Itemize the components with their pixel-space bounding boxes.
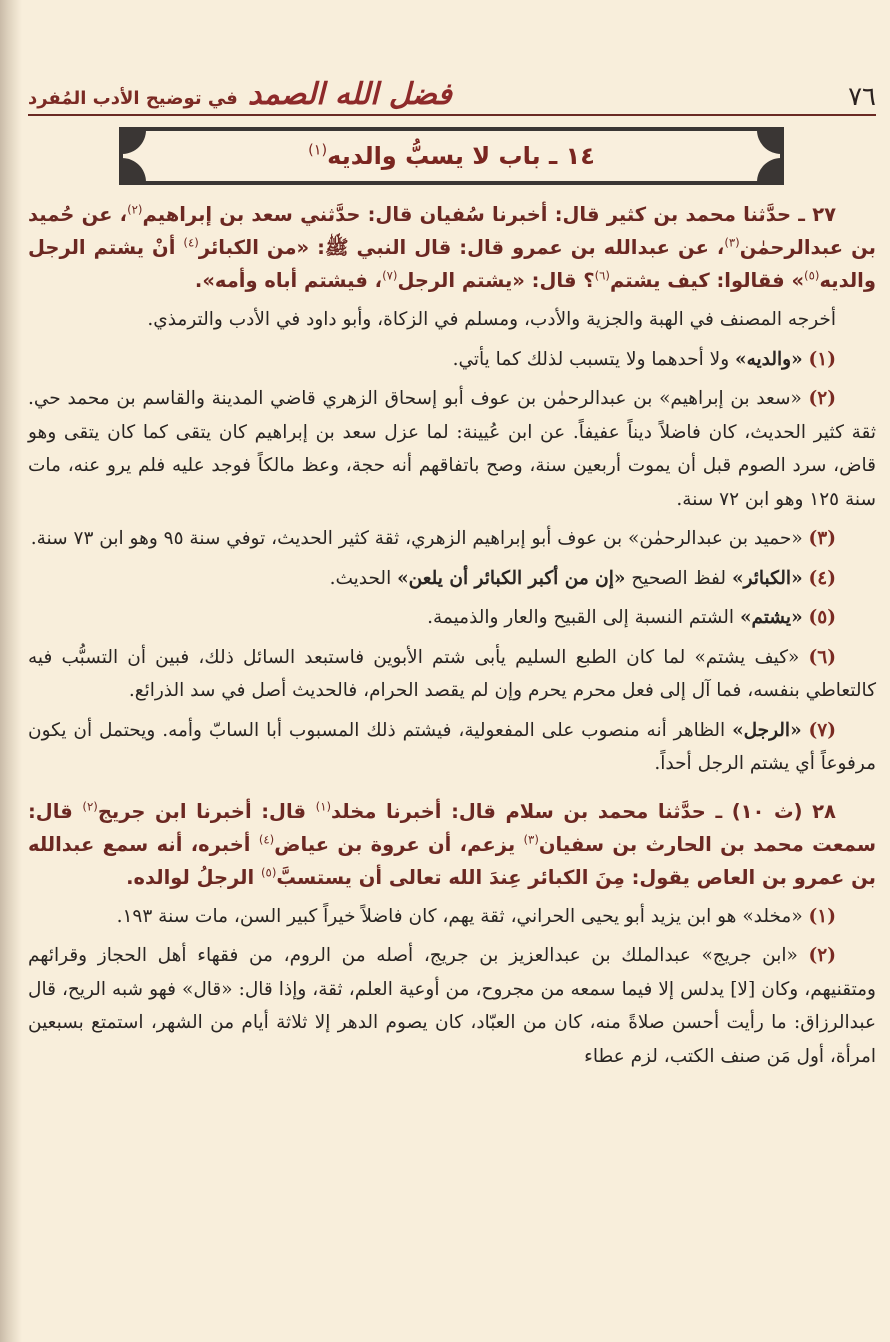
footnote-text: الحديث. [329,567,398,589]
corner-ornament [757,130,781,154]
footnote-ref: (٢) [127,202,143,217]
footnote-text: الشتم النسبة إلى القبيح والعار والذميمة. [427,607,740,628]
footnote-ref: (١) [308,142,328,159]
footnote-head: «سعد بن إبراهيم» [659,388,802,409]
footnote-text: لما كان الطبع السليم يأبى شتم الأبوين فاستبعد السائل ذلك، فبين أن التسبُّب فيه كالتعاطي بنفسه، فما آل إلى فعل محرم يحرم وإن لم يقصد الحرام، فالحديث أصل في سد الذرائع. [28,646,876,701]
footnote-head: «مخلد» [742,905,803,927]
footnote-number: (٥) [808,607,836,628]
footnote-head: «يشتم» [739,607,803,628]
hadith-text: أخبره، أنه سمع عبدالله بن عمرو بن العاص يقول: مِنَ الكبائر عِندَ الله تعالى أن يستسبَّ [28,832,876,889]
corner-ornament [122,158,146,182]
book-title [28,78,452,112]
footnote-ref: (٢) [82,798,98,813]
footnote-number: (٤) [808,567,836,589]
hadith-text: أنْ يشتم الرجل والديه [28,236,876,292]
footnote-ref: (٤) [183,235,199,250]
hadith-text: الرجلُ لوالده. [126,865,261,889]
footnote-quote: «إن من أكبر الكبائر أن يلعن» [397,567,626,589]
footnote-28-2 [28,939,876,1073]
hadith-text: ، عن عبدالله بن عمرو قال: قال النبي ﷺ: «من الكبائر [198,236,725,259]
footnote-head: «كيف يشتم» [694,646,800,668]
footnote-head: «الكبائر» [731,567,803,589]
running-header [28,72,876,112]
footnote-27-5 [28,601,876,635]
hadith-text: ٢٧ ـ حدَّثنا محمد بن كثير قال: أخبرنا سُفيان قال: حدَّثني سعد بن إبراهيم [142,203,836,226]
footnote-number: (٧) [808,719,836,741]
footnote-head: «والديه» [735,348,803,370]
footnote-text: بن عوف أبو إبراهيم الزهري، ثقة كثير الحديث، توفي سنة ٩٥ وهو ابن ٧٣ سنة. [30,528,629,549]
book-logo: فضل الله الصمد [247,77,452,112]
footnote-ref: (٦) [594,268,610,283]
footnote-27-3 [28,522,876,556]
hadith-27 [28,198,876,297]
hadith-text: قال: سمعت محمد بن الحارث بن سفيان [28,799,876,856]
footnote-ref: (٥) [804,268,820,283]
footnote-text: عبدالملك بن عبدالعزيز بن جريج، أصله من الروم، من فقهاء أهل الحجاز وقرائهم ومتقنيهم، وكان [لا] يدلس إلا فيما سمعه من مجروح، من أوعية العلم، ثقة، وإذا قال: «قال» فهو شبه الريح، قال عبدالرزاق: ما رأيت أحسن صلاةً منه، كان من العبّاد، كان يصوم الدهر إلا ثلاثة أيام من الشهر، استمتع بسبعين امرأة، أول مَن صنف الكتب، لزم عطاء [28,945,876,1067]
corner-ornament [757,158,781,182]
footnote-text: الظاهر أنه منصوب على المفعولية، فيشتم ذلك المسبوب أبا السابّ وأمه. ويحتمل أن يكون مرفوعاً أي يشتم الرجل أحداً. [28,719,876,774]
hadith-text: » فقالوا: كيف يشتم [609,269,805,292]
chapter-title-text: ١٤ ـ باب لا يسبُّ والديه [327,142,595,170]
footnote-27-2 [28,382,876,516]
corner-ornament [122,130,146,154]
hadith-text: قال: أخبرنا ابن جريج [97,799,316,823]
footnote-ref: (٤) [258,831,275,846]
chapter-title-box [119,127,784,185]
hadith-text: ، عن حُميد بن عبدالرحمٰن [28,203,876,259]
footnote-27-4 [28,562,876,596]
page-content [28,198,876,1073]
hadith-text: ٢٨ (ث ١٠) ـ حدَّثنا محمد بن سلام قال: أخبرنا مخلد [331,799,836,823]
footnote-number: (٢) [808,388,836,409]
chapter-title [308,142,595,170]
footnote-text: لفظ الصحيح [625,567,732,589]
footnote-text: بن عبدالرحمٰن بن عوف أبو إسحاق الزهري قاضي المدينة والقاسم بن محمد حي. ثقة كثير الحديث، كان فاضلاً ديناً عفيفاً. عن ابن عُيينة: لما عزل سعد بن إبراهيم كان يتقى كما كان يتقى وهو قاض، سرد الصوم قبل أن يموت أربعين سنة، وصح باتفاقهم أنه حجة، وعظ مالكاً فوجد عليه فلم يرو عنه، مات سنة ١٢٥ وهو ابن ٧٢ سنة. [28,388,876,510]
footnote-number: (١) [808,905,836,927]
footnote-27-7 [28,714,876,781]
hadith-text: يزعم، أن عروة بن عياض [274,832,524,856]
book-page [22,0,876,1342]
footnote-number: (٢) [808,945,836,966]
footnote-number: (٦) [808,646,836,668]
footnote-27-1 [28,343,876,377]
footnote-head: «الرجل» [732,719,802,741]
footnote-ref: (٣) [523,831,539,846]
footnote-ref: (٥) [260,864,277,879]
footnote-ref: (٧) [382,268,398,283]
footnote-ref: (٣) [724,235,740,250]
hadith-28 [28,795,876,894]
takhrij-27: أخرجه المصنف في الهبة والجزية والأدب، ومسلم في الزكاة، وأبو داود في الأدب والترمذي. [147,309,836,330]
book-spine-shadow [0,0,22,1342]
footnote-head: «ابن جريج» [701,945,798,966]
footnote-head: «حميد بن عبدالرحمٰن» [628,528,803,549]
footnote-number: (١) [808,348,836,370]
header-divider [28,114,876,116]
page-number: ٧٦ [848,82,876,112]
footnote-27-6 [28,641,876,708]
hadith-text: ، فيشتم أباه وأمه». [194,269,383,292]
footnote-text: ولا أحدهما ولا يتسبب لذلك كما يأتي. [452,348,736,370]
footnote-ref: (١) [315,798,332,813]
footnote-28-1 [28,900,876,934]
book-subtitle: في توضيح الأدب المُفرد [28,88,238,109]
hadith-text: ؟ قال: «يشتم الرجل [397,269,595,292]
footnote-number: (٣) [808,528,836,549]
footnote-text: هو ابن يزيد أبو يحيى الحراني، ثقة يهم، كان فاضلاً خيراً كبير السن، مات سنة ١٩٣. [116,905,743,927]
